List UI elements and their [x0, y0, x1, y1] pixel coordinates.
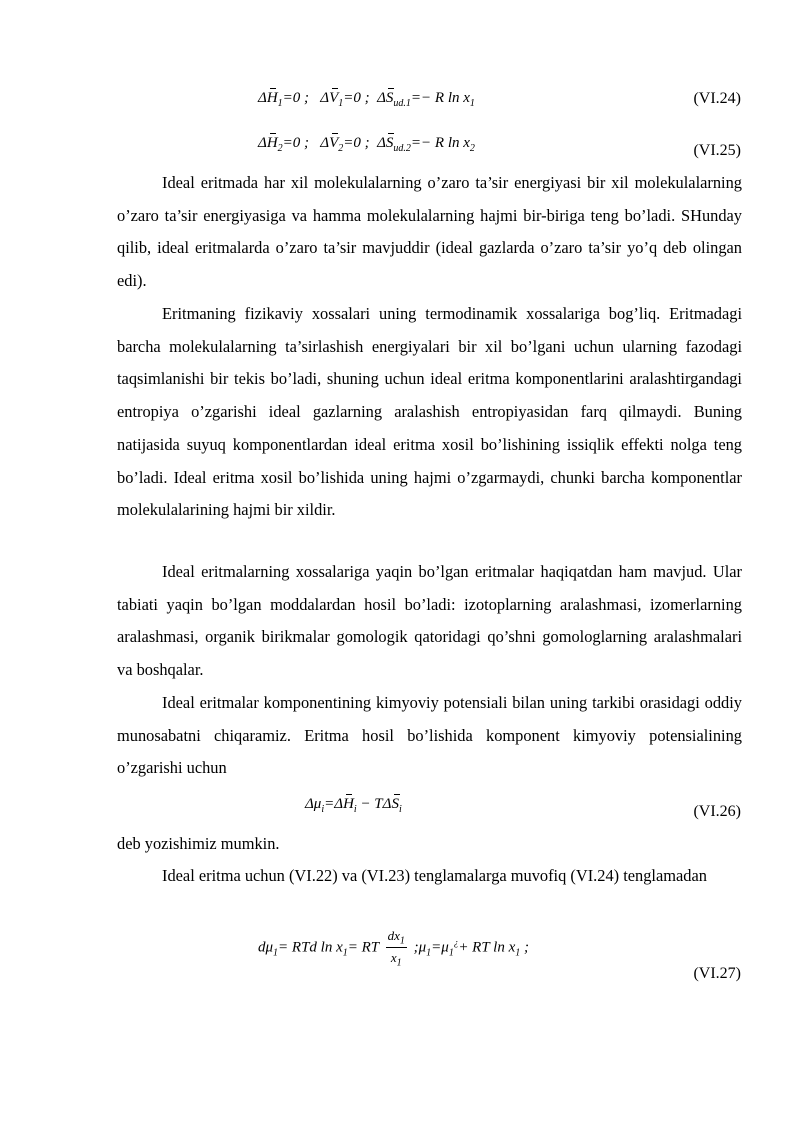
equation-vi27-number: (VI.27) — [693, 965, 741, 982]
equation-vi27: $d\mu_1=$ RTd $\ln x_1=$ RT $\frac{dx_1}{x_1}$ $;\mu_1=\mu_1^¿+$ RT $\ln x_1$ ; — [258, 928, 529, 969]
equation-vi26-row — [0, 796, 800, 830]
paragraph-3: Ideal eritmalarning xossalariga yaqin bo’lgan eritmalar haqiqatdan ham mavjud. Ular tabiati yaqin bo’lgan moddalardan hosil bo’ladi: izotoplarning aralashmasi, izomerlarning aralashmasi, organik birikmalar gomologik qatoridagi qo’shni gomologlarning aralashmalari va boshqalar. — [117, 562, 742, 680]
equation-vi26: $\Delta\mu_i=\Delta H_i - T\Delta S_i$ — [305, 796, 402, 815]
equation-vi24-number: (VI.24) — [693, 90, 741, 107]
equation-vi27-row — [0, 928, 800, 988]
equation-vi26-number: (VI.26) — [693, 803, 741, 820]
paragraph-5: Ideal eritma uchun (VI.22) va (VI.23) tenglamalarga muvofiq (VI.24) tenglamadan — [162, 866, 707, 885]
paragraph-1: Ideal eritmada har xil molekulalarning o’zaro ta’sir energiyasi bir xil molekulalarning o’zaro ta’sir energiyasiga va hamma molekulalarning hajmi bir-biriga teng bo’ladi. SHunday qilib, ideal eritmalarda o’zaro ta’sir mavjuddir (ideal gazlarda o’zaro ta’sir yo’q deb olingan edi). — [117, 173, 742, 291]
equation-vi25-number: (VI.25) — [693, 142, 741, 159]
paragraph-4: Ideal eritmalar komponentining kimyoviy potensiali bilan uning tarkibi orasidagi oddiy munosabatni chiqaramiz. Eritma hosil bo’lishida komponent kimyoviy potensialining o’zgarishi uchun — [117, 693, 742, 778]
text-after-vi26: deb yozishimiz mumkin. — [117, 834, 280, 853]
paragraph-2: Eritmaning fizikaviy xossalari uning termodinamik xossalariga bog’liq. Eritmadagi barcha molekulalarning ta’sirlashish energiyalari bir xil bo’lgani uchun ularning fazodagi taqsimlanishi bir tekis bo’ladi, shuning uchun ideal eritma komponentlarini aralashtirgandagi entropiya o’zgarishi ideal gazlarning aralashish entropiyasidan farq qilmaydi. Buning natijasida suyuq komponentlardan ideal eritma xosil bo’lishining issiqlik effekti nolga teng bo’ladi. Ideal eritma xosil bo’lishida uning hajmi o’zgarmaydi, chunki barcha komponentlar molekulalarining hajmi bir xildir. — [117, 304, 742, 520]
equation-vi25-row — [0, 135, 800, 169]
fraction: $\frac{dx_1}{x_1}$ — [387, 928, 405, 969]
equation-vi24-row — [0, 90, 800, 124]
equation-vi24: $\Delta H_1=0$ ; $\Delta V_1=0$ ; $\Delta S_{иd.1}=- R$ $\ln x_1$ — [258, 90, 475, 109]
equation-vi25: $\Delta H_2=0$ ; $\Delta V_2=0$ ; $\Delta S_{иd.2}=- R$ $\ln x_2$ — [258, 135, 475, 154]
